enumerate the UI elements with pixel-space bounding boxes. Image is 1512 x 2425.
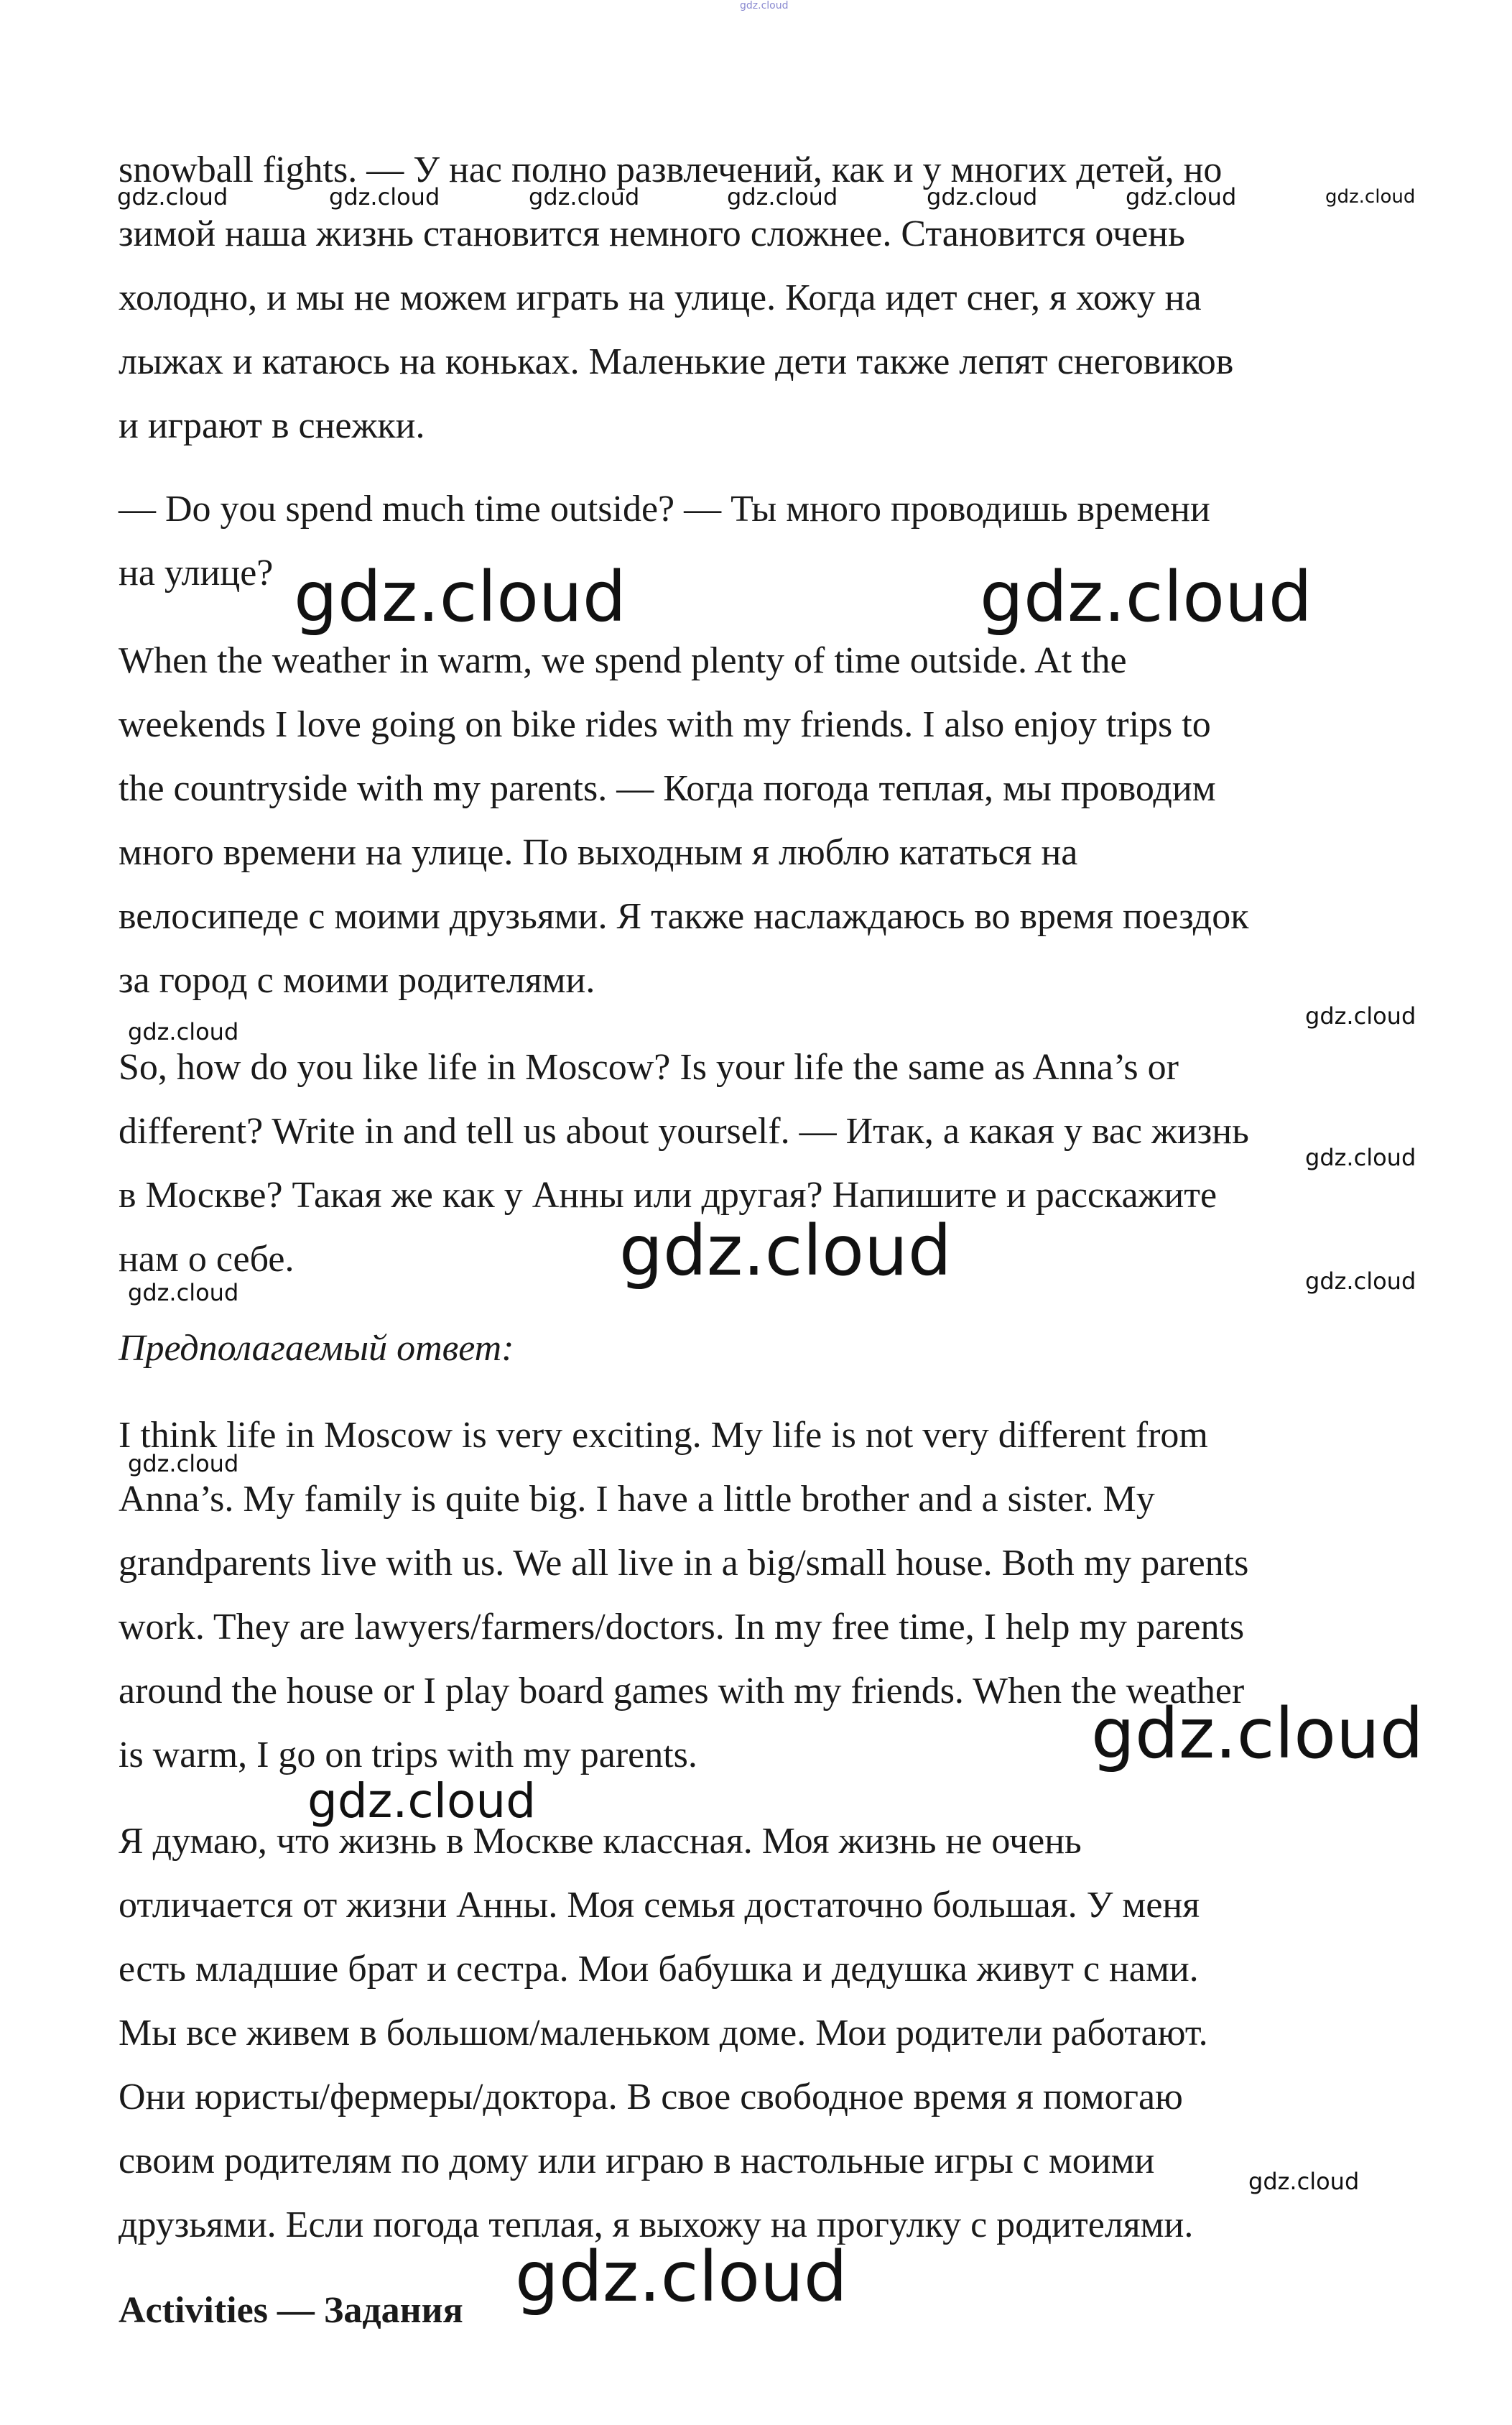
text-line: нам о себе. [119, 1239, 294, 1280]
watermark: gdz.cloud [1248, 2168, 1360, 2195]
text-line: в Москве? Такая же как у Анны или другая? Напишите и расскажите [119, 1175, 1218, 1216]
text-line: друзьями. Если погода теплая, я выхожу на прогулку с родителями. [119, 2204, 1194, 2245]
text-line: лыжах и катаюсь на коньках. Маленькие дети также лепят снеговиков [119, 341, 1234, 382]
text-line: много времени на улице. По выходным я люблю кататься на [119, 832, 1078, 873]
text-line: work. They are lawyers/farmers/doctors. In my free time, I help my parents [119, 1607, 1245, 1648]
watermark: gdz.cloud [128, 1018, 239, 1045]
watermark: gdz.cloud [529, 183, 640, 211]
text-line: холодно, и мы не можем играть на улице. Когда идет снег, я хожу на [119, 277, 1202, 318]
paragraph-suggested-answer-label [119, 1316, 1411, 1380]
text-line: Activities — Задания [119, 2290, 463, 2331]
watermark: gdz.cloud [128, 1279, 239, 1306]
text-line: есть младшие брат и сестра. Мои бабушка и дедушка живут с нами. [119, 1949, 1199, 1990]
text-line: I think life in Moscow is very exciting. My life is not very different from [119, 1415, 1208, 1456]
text-line: отличается от жизни Анны. Моя семья достаточно большая. У меня [119, 1885, 1200, 1926]
watermark: gdz.cloud [727, 183, 838, 211]
text-line: и играют в снежки. [119, 405, 425, 446]
text-line: snowball fights. — У нас полно развлечений, как и у многих детей, но [119, 149, 1223, 190]
watermark: gdz.cloud [1305, 1267, 1416, 1295]
paragraph-answer-russian [119, 1809, 1411, 2257]
watermark: gdz.cloud [307, 1773, 537, 1829]
text-line: around the house or I play board games with my friends. When the weather [119, 1671, 1245, 1712]
watermark: gdz.cloud [1305, 1144, 1416, 1171]
text-line: Мы все живем в большом/маленьком доме. Мои родители работают. [119, 2013, 1208, 2054]
watermark: gdz.cloud [927, 183, 1038, 211]
text-line: different? Write in and tell us about yourself. — Итак, а какая у вас жизнь [119, 1111, 1249, 1152]
text-line: Предполагаемый ответ: [119, 1328, 514, 1369]
watermark: gdz.cloud [329, 183, 440, 211]
watermark: gdz.cloud [1126, 183, 1237, 211]
text-line: Они юристы/фермеры/доктора. В свое свободное время я помогаю [119, 2077, 1183, 2117]
watermark: gdz.cloud [515, 2237, 848, 2317]
text-line: Я думаю, что жизнь в Москве классная. Моя жизнь не очень [119, 1821, 1082, 1862]
watermark: gdz.cloud [980, 557, 1312, 637]
text-line: grandparents live with us. We all live in a big/small house. Both my parents [119, 1543, 1249, 1584]
text-line: weekends I love going on bike rides with my friends. I also enjoy trips to [119, 704, 1211, 745]
text-line: велосипеде с моими друзьями. Я также наслаждаюсь во время поездок [119, 896, 1249, 937]
text-line: So, how do you like life in Moscow? Is your life the same as Anna’s or [119, 1047, 1179, 1088]
text-line: is warm, I go on trips with my parents. [119, 1735, 697, 1775]
text-line: Anna’s. My family is quite big. I have a little brother and a sister. My [119, 1479, 1155, 1520]
watermark: gdz.cloud [619, 1211, 952, 1291]
text-line: за город с моими родителями. [119, 960, 595, 1001]
watermark: gdz.cloud [1325, 186, 1416, 208]
text-line: When the weather in warm, we spend plenty of time outside. At the [119, 640, 1127, 681]
watermark: gdz.cloud [1091, 1694, 1424, 1774]
watermark: gdz.cloud [128, 1450, 239, 1477]
watermark: gdz.cloud [294, 557, 626, 637]
text-line: зимой наша жизнь становится немного сложнее. Становится очень [119, 213, 1185, 254]
text-line: — Do you spend much time outside? — Ты много проводишь времени [119, 489, 1210, 530]
watermark: gdz.cloud [1305, 1002, 1416, 1030]
text-line: на улице? [119, 553, 274, 593]
text-line: своим родителям по дому или играю в настольные игры с моими [119, 2140, 1155, 2181]
paragraph-weather-warm [119, 629, 1411, 1012]
watermark: gdz.cloud [740, 0, 789, 11]
watermark: gdz.cloud [117, 183, 228, 211]
text-line: the countryside with my parents. — Когда погода теплая, мы проводим [119, 768, 1216, 809]
